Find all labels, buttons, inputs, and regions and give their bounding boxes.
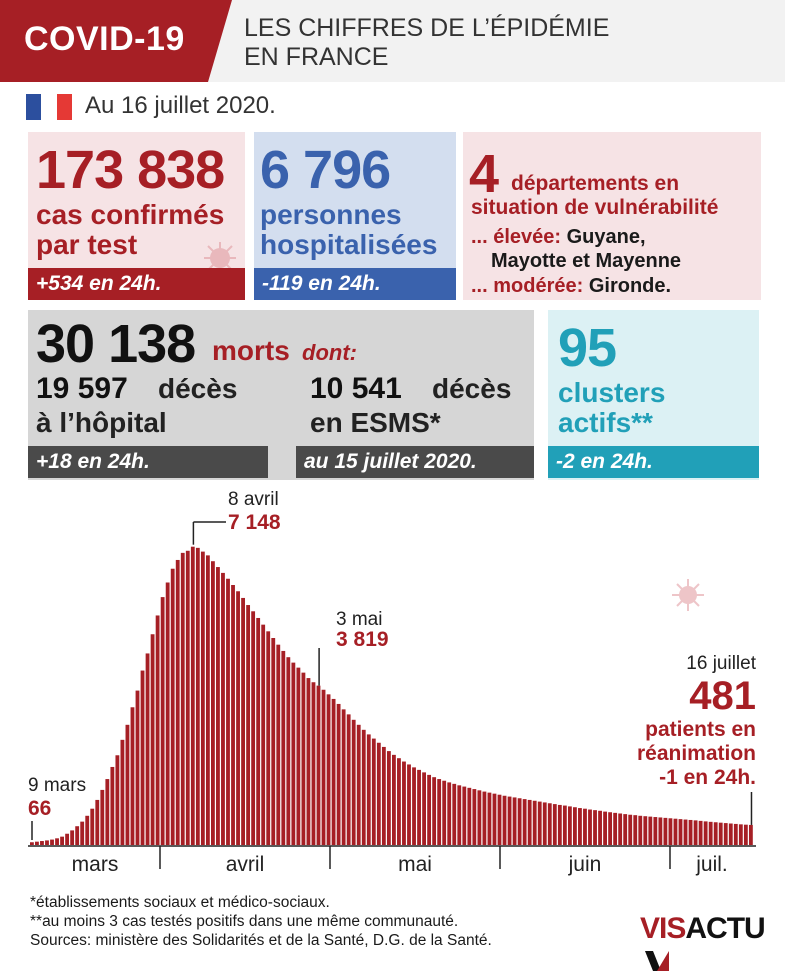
chart-bar	[392, 755, 396, 845]
sources: Sources: ministère des Solidarités et de la Santé, D.G. de la Santé.	[30, 932, 492, 949]
departments-high-prefix: ... élevée:	[471, 226, 562, 248]
departments-high-row	[471, 226, 646, 249]
deaths-hosp-word: décès	[158, 373, 238, 404]
chart-bar	[352, 720, 356, 845]
chart-bar	[256, 618, 260, 845]
chart-bar	[628, 815, 632, 845]
chart-bar	[719, 823, 723, 845]
chart-bar	[40, 841, 44, 845]
chart-bar	[332, 699, 336, 845]
chart-bar	[724, 823, 728, 845]
departments-line-2: situation de vulnérabilité	[471, 196, 719, 219]
chart-bar	[699, 821, 703, 845]
chart-bar	[236, 591, 240, 845]
chart-bar	[206, 555, 210, 845]
chart-bar	[593, 810, 597, 845]
chart-bar	[402, 762, 406, 845]
chart-bar	[387, 751, 391, 845]
chart-bar	[749, 825, 753, 845]
chart-bar	[176, 560, 180, 845]
report-date: Au 16 juillet 2020.	[85, 92, 276, 119]
month-label: mai	[398, 853, 432, 876]
chart-bar	[105, 779, 109, 845]
chart-bar	[80, 822, 84, 845]
chart-bar	[372, 739, 376, 845]
clusters-card	[548, 310, 759, 480]
annotation-value: 3 819	[336, 628, 389, 651]
chart-bar	[543, 802, 547, 845]
chart-bar	[608, 812, 612, 845]
hospital-label-2: hospitalisées	[260, 229, 438, 260]
chart-bar	[739, 824, 743, 845]
deaths-dont: dont:	[302, 340, 357, 365]
chart-bar	[146, 653, 150, 845]
annotation-label: patients en	[645, 718, 756, 741]
chart-bar	[704, 821, 708, 845]
annotation-label: réanimation	[636, 742, 756, 765]
chart-bar	[583, 809, 587, 845]
cases-delta: +534 en 24h.	[28, 268, 245, 300]
deaths-hosp-delta: +18 en 24h.	[28, 446, 268, 478]
chart-bar	[35, 842, 39, 845]
chart-bar	[75, 826, 79, 845]
chart-bar	[201, 552, 205, 845]
chart-bar	[296, 668, 300, 845]
chart-bar	[85, 816, 89, 845]
annotation-value: 66	[28, 797, 52, 820]
chart-bar	[95, 800, 99, 845]
chart-bar	[55, 838, 59, 845]
chart-bar	[467, 788, 471, 845]
deaths-hosp-label: à l’hôpital	[36, 407, 167, 438]
chart-bar	[115, 755, 119, 845]
departments-moderate-row	[471, 275, 671, 298]
chart-bar	[573, 807, 577, 845]
departments-high-2: Mayotte et Mayenne	[491, 250, 682, 272]
chart-bar	[65, 834, 69, 845]
chart-bar	[357, 725, 361, 845]
chart-bar	[251, 611, 255, 845]
clusters-label-1: clusters	[558, 377, 666, 408]
chart-bar	[281, 651, 285, 845]
cases-label-2: par test	[36, 229, 138, 260]
chart-bar	[679, 819, 683, 845]
footnote-esms: *établissements sociaux et médico-sociaux.	[30, 894, 330, 911]
chart-bar	[432, 777, 436, 845]
chart-bar	[638, 816, 642, 845]
chart-bar	[307, 678, 311, 845]
chart-bar	[362, 730, 366, 845]
hospital-card	[254, 132, 456, 300]
chart-bar	[533, 801, 537, 845]
departments-card	[463, 132, 761, 300]
chart-bar	[563, 806, 567, 845]
annotation-date: 9 mars	[28, 775, 87, 796]
chart-bar	[337, 704, 341, 845]
chart-bar	[166, 582, 170, 845]
chart-bar	[417, 770, 421, 845]
chart-bar	[664, 818, 668, 845]
hospital-label-1: personnes	[260, 199, 402, 230]
chart-bar	[367, 734, 371, 845]
chart-bar	[276, 645, 280, 845]
chart-bars	[30, 547, 753, 845]
chart-bar	[181, 553, 185, 845]
chart-bar	[407, 764, 411, 845]
page-title-line2: EN FRANCE	[244, 43, 389, 71]
icu-chart	[0, 488, 785, 888]
cases-value: 173 838	[36, 140, 225, 200]
clusters-delta: -2 en 24h.	[548, 446, 759, 478]
departments-line-1: départements en	[511, 172, 680, 195]
cases-card	[28, 132, 245, 300]
chart-bar	[246, 605, 250, 845]
chart-bar	[498, 795, 502, 845]
chart-bar	[598, 811, 602, 845]
chart-bar	[110, 767, 114, 845]
chart-bar	[578, 808, 582, 845]
deaths-esms-word: décès	[432, 373, 512, 404]
chart-bar	[427, 775, 431, 845]
chart-bar	[266, 631, 270, 845]
chart-bar	[483, 792, 487, 845]
chart-bar	[151, 634, 155, 845]
visactu-logo	[640, 912, 785, 980]
chart-bar	[488, 793, 492, 845]
chart-bar	[472, 789, 476, 845]
chart-bar	[141, 671, 145, 845]
logo-part-a: VIS	[640, 912, 686, 945]
chart-bar	[457, 785, 461, 845]
chart-bar	[694, 820, 698, 845]
chart-bar	[126, 725, 130, 845]
covid-tag-label: COVID-19	[24, 20, 185, 58]
chart-bar	[513, 797, 517, 845]
chart-bar	[684, 820, 688, 845]
chart-bar	[422, 772, 426, 845]
french-flag-icon	[26, 94, 72, 120]
chart-bar	[548, 803, 552, 845]
chart-bar	[90, 809, 94, 845]
annotation-value: 481	[689, 674, 756, 718]
annotation-value: 7 148	[228, 511, 281, 534]
chart-bar	[643, 816, 647, 845]
page-title	[244, 14, 764, 72]
chart-bar	[528, 800, 532, 845]
chart-bar	[241, 598, 245, 845]
chart-bar	[50, 840, 54, 845]
annotation-date: 16 juillet	[686, 653, 756, 674]
chart-bar	[136, 691, 140, 845]
chart-bar	[161, 597, 165, 845]
chart-bar	[653, 817, 657, 845]
departments-moderate-prefix: ... modérée:	[471, 275, 584, 297]
chart-bar	[60, 837, 64, 845]
page-title-line1: LES CHIFFRES DE L’ÉPIDÉMIE	[244, 14, 610, 42]
chart-bar	[633, 815, 637, 845]
departments-value: 4	[469, 144, 500, 204]
deaths-esms-date: au 15 juillet 2020.	[296, 446, 534, 478]
chart-bar	[623, 814, 627, 845]
deaths-card	[28, 310, 534, 480]
chart-bar	[191, 547, 195, 845]
chart-bar	[30, 842, 34, 845]
chart-bar	[558, 805, 562, 845]
chart-bar	[503, 796, 507, 845]
chart-bar	[568, 806, 572, 845]
chart-bar	[100, 790, 104, 845]
chart-bar	[477, 790, 481, 845]
chart-bar	[714, 822, 718, 845]
chart-bar	[231, 585, 235, 845]
chart-bar	[221, 573, 225, 845]
chart-bar	[397, 758, 401, 845]
chart-bar	[171, 569, 175, 845]
hospital-delta: -119 en 24h.	[254, 268, 456, 300]
departments-high-1: Guyane,	[566, 226, 646, 248]
clusters-value: 95	[558, 318, 617, 378]
chart-bar	[317, 686, 321, 845]
footnote-clusters: **au moins 3 cas testés positifs dans une même communauté.	[30, 913, 459, 930]
logo-part-b: ACTU	[685, 912, 765, 945]
chart-bar	[674, 819, 678, 845]
chart-bar	[45, 840, 49, 845]
chart-bar	[648, 817, 652, 845]
chart-bar	[156, 615, 160, 845]
chart-bar	[734, 824, 738, 845]
month-label: mars	[71, 853, 119, 876]
chart-bar	[216, 567, 220, 845]
chart-bar	[291, 663, 295, 845]
chart-bar	[603, 812, 607, 845]
virus-icon	[672, 579, 704, 611]
logo-mark	[643, 949, 671, 975]
chart-bar	[412, 767, 416, 845]
chart-bar	[744, 825, 748, 845]
deaths-hosp-value: 19 597	[36, 372, 128, 405]
chart-bar	[689, 820, 693, 845]
chart-bar	[452, 784, 456, 845]
deaths-value: 30 138	[36, 314, 196, 374]
chart-bar	[196, 548, 200, 845]
chart-bar	[538, 802, 542, 845]
chart-bar	[618, 813, 622, 845]
cases-label-1: cas confirmés	[36, 199, 225, 230]
clusters-label-2: actifs**	[558, 407, 653, 438]
chart-bar	[342, 709, 346, 845]
chart-bar	[462, 787, 466, 845]
chart-bar	[226, 579, 230, 845]
chart-bar	[588, 810, 592, 845]
chart-bar	[347, 714, 351, 845]
chart-bar	[523, 799, 527, 845]
chart-bar	[518, 798, 522, 845]
chart-bar	[186, 551, 190, 845]
month-label: juin	[568, 853, 602, 876]
chart-bar	[382, 747, 386, 845]
chart-axis	[28, 846, 756, 876]
deaths-esms-label: en ESMS*	[310, 407, 441, 438]
chart-bar	[437, 779, 441, 845]
chart-bar	[211, 561, 215, 845]
chart-bar	[377, 743, 381, 845]
chart-bar	[553, 804, 557, 845]
chart-bar	[70, 830, 74, 845]
month-label: juil.	[696, 853, 728, 876]
chart-bar	[669, 818, 673, 845]
hospital-value: 6 796	[260, 140, 391, 200]
chart-bar	[131, 707, 135, 845]
chart-bar	[447, 782, 451, 845]
chart-bar	[658, 817, 662, 845]
chart-bar	[327, 694, 331, 845]
annotation-delta: -1 en 24h.	[659, 766, 756, 789]
chart-bar	[286, 657, 290, 845]
deaths-esms-value: 10 541	[310, 372, 402, 405]
chart-bar	[121, 740, 125, 845]
annotation-date: 3 mai	[336, 609, 383, 630]
chart-bar	[271, 638, 275, 845]
chart-bar	[613, 813, 617, 845]
chart-bar	[709, 822, 713, 845]
deaths-unit: morts	[212, 335, 290, 366]
chart-bar	[312, 682, 316, 845]
annotation-date: 8 avril	[228, 489, 279, 510]
chart-bar	[508, 797, 512, 845]
chart-bar	[493, 794, 497, 845]
chart-bar	[261, 625, 265, 845]
chart-bar	[322, 690, 326, 845]
departments-moderate: Gironde.	[588, 275, 672, 297]
chart-bar	[302, 673, 306, 845]
month-label: avril	[225, 853, 265, 876]
chart-bar	[442, 781, 446, 845]
chart-bar	[729, 824, 733, 845]
